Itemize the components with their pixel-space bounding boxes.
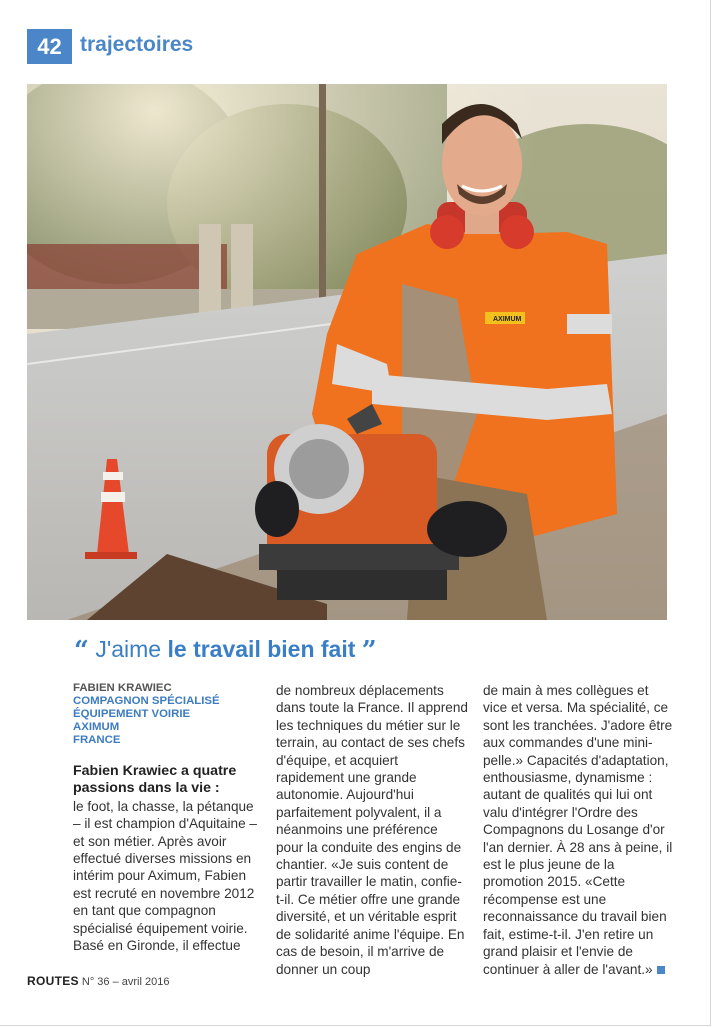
- jacket-logo: AXIMUM: [493, 316, 522, 323]
- article-col1-text: le foot, la chasse, la pétanque – il est champion d'Aquitaine – et son métier. Après avoir effectué diverses missions en intérim pour Aximum, Fabien est recruté en novembre 2012 en tant que compagnon spécialisé équipement voirie. Basé en Gironde, il effectue: [73, 798, 257, 954]
- headline-part1: J'aime: [95, 636, 168, 662]
- byline-name: FABIEN KRAWIEC: [73, 682, 172, 694]
- byline-company: AXIMUM: [73, 721, 120, 733]
- article-column-3: [483, 682, 675, 978]
- section-title: trajectoires: [80, 33, 194, 56]
- article-col2-text: de nombreux déplacements dans toute la France. Il apprend les techniques du métier sur le terrain, au contact de ses chefs d'équipe, et acquiert rapidement une grande autonomie. Aujourd'hui parfaitement polyvalent, il a néanmoins une préférence pour la conduite des engins de chantier. «Je suis content de partir travailler le matin, confie-t-il. Ce métier offre une grande diversité, et un véritable esprit de solidarité anime l'équipe. En cas de besoin, il m'arrive de donner un coup: [276, 683, 468, 977]
- byline-country: FRANCE: [73, 734, 121, 746]
- article-column-2: [276, 682, 468, 978]
- headline-part2: le travail bien fait: [167, 636, 356, 662]
- page-number: 42: [27, 29, 72, 64]
- open-quote-glyph: “: [74, 636, 89, 666]
- page-footer: [27, 974, 169, 988]
- article-col3-text: de main à mes collègues et vice et versa. Ma spécialité, ce sont les tranchées. J'adore être aux commandes d'une mini-pelle.» Capacités d'adaptation, enthousiasme, dynamisme : autant de qualités qui lui ont valu d'intégrer l'Ordre des Compagnons du Losange d'or l'an dernier. À 28 ans à peine, il est le plus jeune de la promotion 2015. «Cette récompense est une reconnaissance du travail bien fait, estime-t-il. J'en retire un grand plaisir et l'envie de continuer à aller de l'avant.»: [483, 683, 673, 977]
- close-quote-glyph: ”: [361, 636, 377, 666]
- article-lead: Fabien Krawiec a quatre passions dans la vie :: [73, 763, 237, 797]
- footer-issue: N° 36: [81, 976, 110, 988]
- end-of-article-mark: [657, 966, 665, 974]
- portrait-photo: [27, 84, 667, 620]
- byline-role: COMPAGNON SPÉCIALISÉ ÉQUIPEMENT VOIRIE: [73, 695, 220, 720]
- footer-date: – avril 2016: [112, 976, 170, 988]
- footer-magazine: ROUTES: [27, 974, 79, 988]
- article-column-1: [73, 682, 263, 954]
- headline: [74, 636, 377, 666]
- byline: [73, 682, 263, 747]
